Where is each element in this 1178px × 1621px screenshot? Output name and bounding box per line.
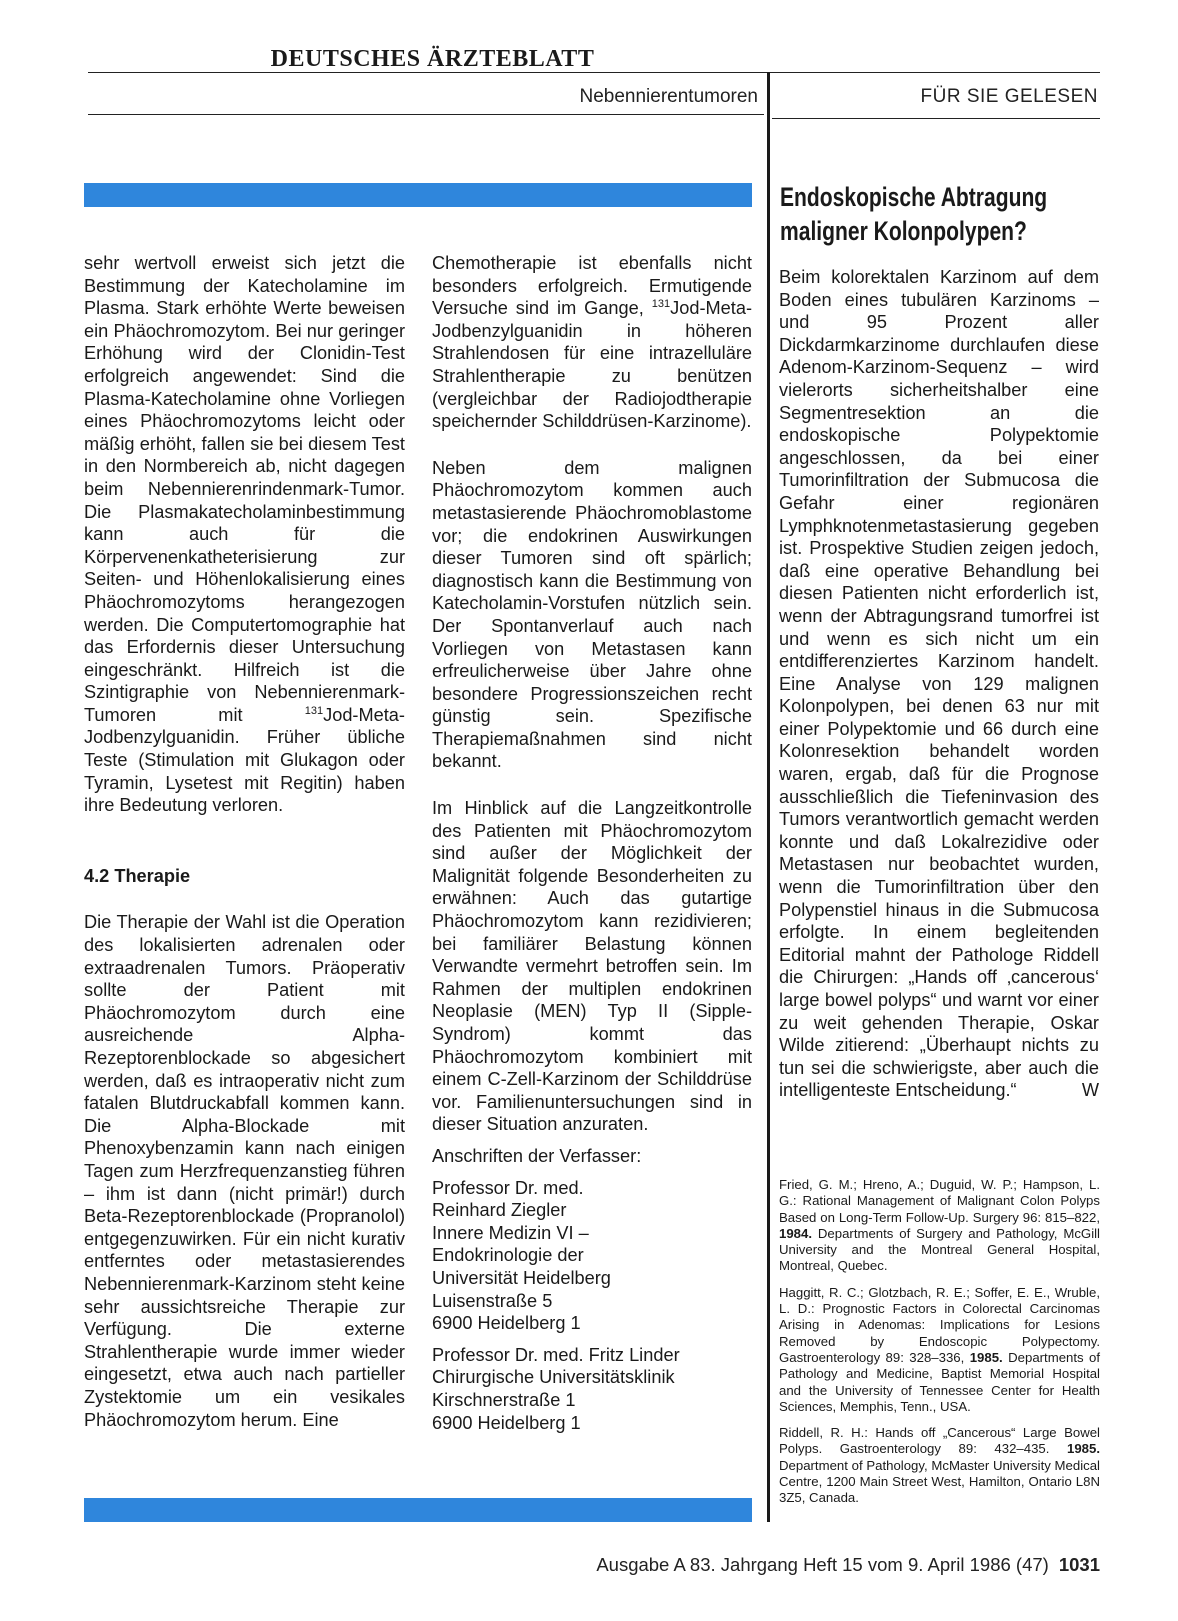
address-line: Luisenstraße 5 (432, 1290, 553, 1311)
address-line: Reinhard Ziegler (432, 1200, 567, 1221)
address-line: Kirschnerstraße 1 (432, 1389, 576, 1410)
address-line: Professor Dr. med. (432, 1177, 584, 1198)
address-line: 6900 Heidelberg 1 (432, 1412, 581, 1433)
column-1 (84, 252, 405, 1431)
section-rule-right (772, 118, 1100, 119)
paragraph: Beim kolorektalen Karzinom auf dem Boden eines tubulären Karzinoms – und 95 Prozent aller Dickdarmkarzinome durchlaufen diese Adenom-Karzinom-Sequenz – wird vielerorts sicherheitshalber eine Segmentresektion an die endoskopische Polypektomie angeschlossen, da bei einer Tumorinfiltration der Submucosa die Gefahr einer regionären Lymphknotenmetastasierung gegeben ist. Prospektive Studien zeigen jedoch, daß eine operative Behandlung bei diesen Patienten nicht erforderlich ist, wenn der Abtragungsrand tumorfrei ist und wenn es sich nicht um ein entdifferenziertes Karzinom handelt. Eine Analyse von 129 malignen Kolonpolypen, bei denen 63 nur mit einer Polypektomie und 66 durch eine Kolonresektion behandelt worden waren, ergab, daß für die Prognose ausschließlich die Tiefeninvasion des Tumors verantwortlich gemacht werden konnte und daß Lokalrezidive oder Metastasen nur beobachtet wurden, wenn die Tumorinfiltration über den Polypenstiel hinaus in die Submucosa erfolgte. In einem begleitenden Editorial mahnt der Pathologe Riddell die Chirurgen: „Hands off ‚cancerous‘ large bowel polyps“ und warnt vor einer zu weit gehenden Therapie, Oskar Wilde zitierend: „Überhaupt nichts zu tun sei die schwierigste, aber auch die intelligenteste Entscheidung.“ W (779, 267, 1099, 1101)
masthead: DEUTSCHES ÄRZTEBLATT (270, 46, 595, 72)
column-divider (767, 72, 770, 1522)
address-block-2 (432, 1344, 752, 1434)
author-signature: W (1081, 1080, 1099, 1101)
paragraph: sehr wertvoll erweist sich jetzt die Bestimmung der Katecholamine im Plasma. Stark erhöhte Werte beweisen ein Phäochromozytom. Bei nur geringer Erhöhung wird der Clonidin-Test erfolgreich angewendet: Sind die Plasma-Katecholamine ohne Vorliegen eines Phäochromozytoms leicht oder mäßig erhöht, fallen sie bei diesem Test in den Normbereich ab, nicht dagegen beim Nebennierenrindenmark-Tumor. Die Plasmakatecholaminbestimmung kann auch für die Körpervenenkatheterisierung zur Seiten- und Höhenlokalisierung eines Phäochromozytoms herangezogen werden. Die Computertomographie hat das Erfordernis dieser Untersuchung eingeschränkt. Hilfreich ist die Szintigraphie von Nebennierenmark-Tumoren mit $^{131}$Jod-Meta-Jodbenzylguanidin. Früher übliche Teste (Stimulation mit Glukagon oder Tyramin, Lysetest mit Regitin) haben ihre Bedeutung verloren. (84, 253, 405, 816)
page-footer (540, 1554, 1100, 1576)
address-block-1 (432, 1177, 752, 1335)
paragraph: Die Therapie der Wahl ist die Operation des lokalisierten adrenalen oder extraadrenalen Tumors. Präoperativ sollte der Patient mit Phäochromozytom durch eine ausreichende Alpha-Rezeptorenblockade so abgesichert werden, daß es intraoperativ nicht zum fatalen Blutdruckabfall kommen kann. Die Alpha-Blockade mit Phenoxybenzamin kann nach einigen Tagen zum Herzfrequenzanstieg führen – ihm ist dann (nicht primär!) durch Beta-Rezeptorenblockade (Propranolol) entgegenzuwirken. Für ein nicht kurativ entferntes oder metastasierendes Nebennierenmark-Karzinom steht keine sehr aussichtsreiche Therapie zur Verfügung. Die externe Strahlentherapie wurde immer wieder eingesetzt, etwa auch nach partieller Zystektomie um ein vesikales Phäochromozytom herum. Eine (84, 912, 405, 1430)
address-line: Chirurgische Universitätsklinik (432, 1367, 675, 1388)
paragraph: Neben dem malignen Phäochromozytom kommen auch metastasierende Phäochromoblastome vor; die endokrinen Auswirkungen dieser Tumoren sind oft spärlich; diagnostisch kann die Bestimmung von Katecholamin-Vorstufen nützlich sein. Der Spontanverlauf auch nach Vorliegen von Metastasen kann erfreulicherweise über Jahre ohne besondere Progressionszeichen recht günstig sein. Spezifische Therapiemaßnahmen sind nicht bekannt. (432, 457, 752, 772)
references (779, 1177, 1100, 1517)
paragraph: Chemotherapie ist ebenfalls nicht besonders erfolgreich. Ermutigende Versuche sind im Gange, $^{131}$Jod-Meta-Jodbenzylguanidin in höheren Strahlendosen für eine intrazelluläre Strahlentherapie zu benützen (vergleichbar der Radiojodtherapie speichernder Schilddrüsen-Karzinome). (432, 253, 752, 432)
column-3 (779, 266, 1099, 1102)
paragraph: Im Hinblick auf die Langzeitkontrolle des Patienten mit Phäochromozytom sind außer der Möglichkeit der Malignität folgende Besonderheiten zu erwähnen: Auch das gutartige Phäochromozytom kann rezidivieren; bei familiärer Belastung können Verwandte vermehrt betroffen sein. Im Rahmen der multiplen endokrinen Neoplasie (MEN) Typ II (Sipple-Syndrom) kommt das Phäochromozytom kombiniert mit einem C-Zell-Karzinom der Schilddrüse vor. Familienuntersuchungen sind in dieser Situation anzuraten. (432, 798, 752, 1135)
accent-band-bottom (84, 1498, 752, 1522)
address-heading: Anschriften der Verfasser: (432, 1145, 642, 1166)
issue-info: Ausgabe A 83. Jahrgang Heft 15 vom 9. April 1986 (47) (596, 1554, 1049, 1575)
address-line: Professor Dr. med. Fritz Linder (432, 1344, 680, 1365)
reference-item: Haggitt, R. C.; Glotzbach, R. E.; Soffer, E. E., Wruble, L. D.: Prognostic Factors in Colorectal Carcinomas Arising in Adenomas: Implications for Lesions Removed by Endoscopic Polypectomy. Gastroenterology 89: 328–336, 1985. Departments of Pathology and Medicine, Baptist Memorial Hospital and the University of Tennessee Center for Health Sciences, Memphis, Tenn., USA. (779, 1284, 1101, 1414)
page-number: 1031 (1058, 1554, 1100, 1575)
section-label: FÜR SIE GELESEN (920, 86, 1098, 107)
address-line: 6900 Heidelberg 1 (432, 1313, 581, 1334)
address-line: Universität Heidelberg (432, 1267, 611, 1288)
subsection-heading: 4.2 Therapie (84, 865, 191, 886)
reference-item: Riddell, R. H.: Hands off „Cancerous“ Large Bowel Polyps. Gastroenterology 89: 432–435. 1985. Department of Pathology, McMaster University Medical Centre, 1200 Main Street West, Hamilton, Ontario L8N 3Z5, Canada. (779, 1425, 1100, 1506)
section-title: Nebennierentumoren (579, 86, 758, 107)
column-2 (432, 252, 752, 1434)
address-line: Endokrinologie der (432, 1245, 584, 1266)
header-rule (88, 72, 1100, 73)
article-title: Endoskopische Abtragung maligner Kolonpolypen? (780, 182, 1048, 246)
section-rule (88, 114, 764, 115)
address-line: Innere Medizin VI – (432, 1222, 589, 1243)
accent-band-top (84, 183, 752, 207)
reference-item: Fried, G. M.; Hreno, A.; Duguid, W. P.; Hampson, L. G.: Rational Management of Malignant Colon Polyps Based on Long-Term Follow-Up. Surgery 96: 815–822, 1984. Departments of Surgery and Pathology, McGill University and the Montreal General Hospital, Montreal, Quebec. (779, 1177, 1100, 1274)
